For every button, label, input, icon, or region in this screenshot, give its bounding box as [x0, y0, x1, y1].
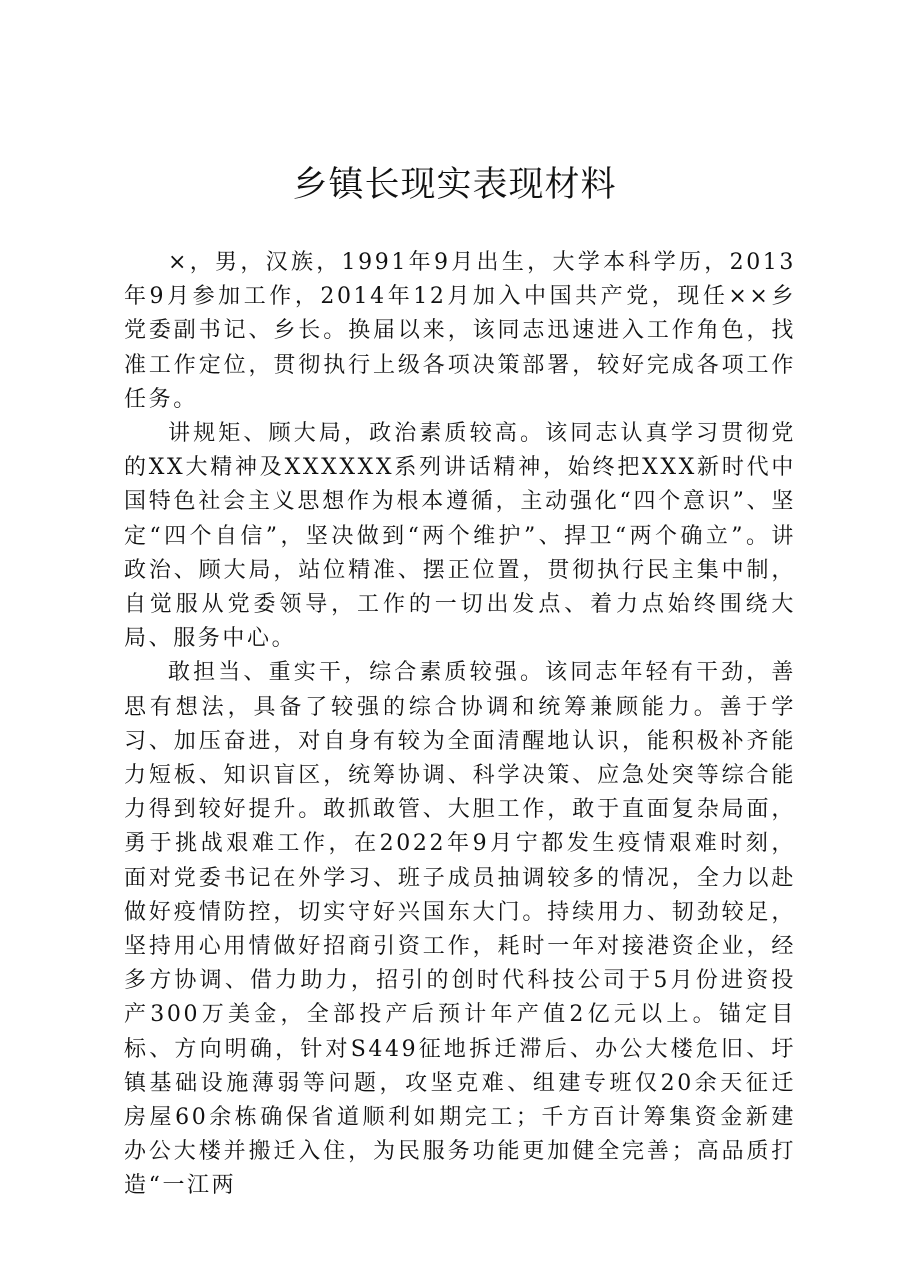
- document-body: [124, 246, 796, 1204]
- paragraph-political-quality: 讲规矩、顾大局，政治素质较高。该同志认真学习贯彻党的XX大精神及XXXXXX系列讲话精神，始终把XXX新时代中国特色社会主义思想作为根本遵循，主动强化“四个意识”、坚定“四个自信”，坚决做到“两个维护”、捍卫“两个确立”。讲政治、顾大局，站位精准、摆正位置，贯彻执行民主集中制，自觉服从党委领导，工作的一切出发点、着力点始终围绕大局、服务中心。: [124, 421, 796, 652]
- document-title: 乡镇长现实表现材料: [292, 165, 617, 205]
- paragraph-overall-quality: 敢担当、重实干，综合素质较强。该同志年轻有干劲，善思有想法，具备了较强的综合协调和统筹兼顾能力。善于学习、加压奋进，对自身有较为全面清醒地认识，能积极补齐能力短板、知识盲区，统筹协调、科学决策、应急处突等综合能力得到较好提升。敢抓敢管、大胆工作，敢于直面复杂局面，勇于挑战艰难工作，在2022年9月宁都发生疫情艰难时刻，面对党委书记在外学习、班子成员抽调较多的情况，全力以赴做好疫情防控，切实守好兴国东大门。持续用力、韧劲较足，坚持用心用情做好招商引资工作，耗时一年对接港资企业，经多方协调、借力助力，招引的创时代科技公司于5月份进资投产300万美金，全部投产后预计年产值2亿元以上。锚定目标、方向明确，针对S449征地拆迁滞后、办公大楼危旧、圩镇基础设施薄弱等问题，攻坚克难、组建专班仅20余天征迁房屋60余栋确保省道顺利如期完工；千方百计筹集资金新建办公大楼并搬迁入住，为民服务功能更加健全完善；高品质打造“一江两: [124, 660, 796, 1199]
- paragraph-intro: ×，男，汉族，1991年9月出生，大学本科学历，2013年9月参加工作，2014年12月加入中国共产党，现任××乡党委副书记、乡长。换届以来，该同志迅速进入工作角色，找准工作定位，贯彻执行上级各项决策部署，较好完成各项工作任务。: [124, 250, 796, 412]
